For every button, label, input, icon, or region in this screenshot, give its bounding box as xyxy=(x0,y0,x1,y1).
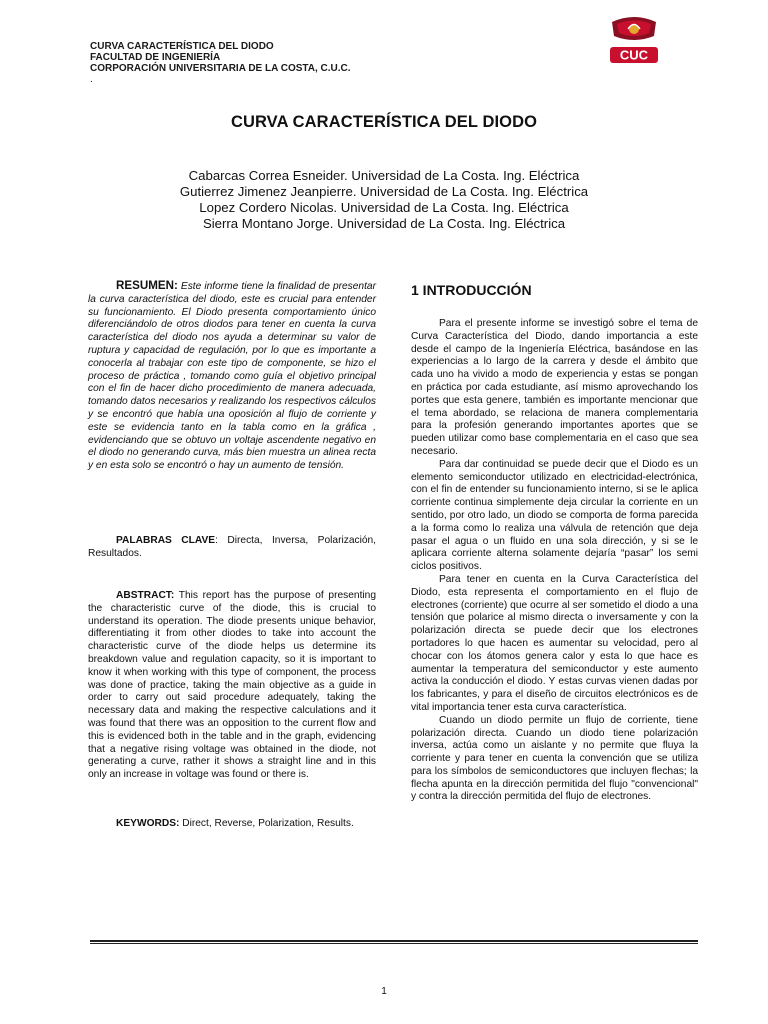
author-2: Gutierrez Jimenez Jeanpierre. Universidad de La Costa. Ing. Eléctrica xyxy=(179,184,589,199)
intro-paragraph-1: Para el presente informe se investigó sobre el tema de Curva Característica del Diodo, dando importancia a este desde el campo de la Ingeniería Eléctrica, basándose en las experiencias a lo largo de la carrera y desde el ámbito que cada uno ha vivido a modo de experiencia y estas se pongan en práctica por cada estudiante, así mismo aprovechando los portes que esta genere, también es importante mencionar que el tema abordado, se relaciona de manera complementaria para la profesión generando importantes aportes que se pueden utilizar como base complementaria en el caso que sea necesario. xyxy=(411,318,698,457)
header-line-2: FACULTAD DE INGENIERÍA xyxy=(90,52,221,63)
header-line-1: CURVA CARACTERÍSTICA DEL DIODO xyxy=(90,41,274,52)
keywords-text: Direct, Reverse, Polarization, Results. xyxy=(179,818,354,829)
page-number: 1 xyxy=(381,986,387,997)
abstract-section xyxy=(88,590,376,782)
resumen-text: Este informe tiene la finalidad de presentar la curva característica del diodo, este es crucial para entender su funcionamiento. El Diodo presenta comportamiento único diferenciándolo de otros diodos para tener en cuenta la curva característica del diodo nos ayuda a determinar su valor de ruptura y capacidad de regulación, por lo que es importante a conocerla al trabajar con este tipo de componente, se hizo el proceso de práctica , tomando como guía el objetivo principal con el fin de hacer dicho procedimiento de manera adecuada, tomando datos necesarios y realizando los respectivos cálculos y se encontró que había una oposición al flujo de corriente y este se evidencia tanto en la tabla como en la gráfica , evidenciando que se obtuvo un voltaje ascendente negativo en el diodo no generando curva, más bien muestra un alinea recta y en esta solo se encontró o hay un aumento de tensión. xyxy=(88,281,376,472)
section-heading-introduccion: 1 INTRODUCCIÓN xyxy=(411,282,532,298)
palabras-clave-label: PALABRAS CLAVE xyxy=(116,535,216,546)
keywords-label: KEYWORDS: xyxy=(116,818,180,829)
header-line-4: . xyxy=(90,74,93,85)
resumen-section xyxy=(88,280,376,473)
footer-rule xyxy=(90,940,698,944)
palabras-clave-text: : Directa, Inversa, Polarización, Resultados. xyxy=(88,535,376,559)
paper-title: CURVA CARACTERÍSTICA DEL DIODO xyxy=(230,113,538,131)
author-list xyxy=(0,168,768,232)
author-1: Cabarcas Correa Esneider. Universidad de La Costa. Ing. Eléctrica xyxy=(188,168,580,183)
cuc-logo xyxy=(604,14,664,66)
resumen-label: RESUMEN: xyxy=(116,279,178,292)
header-line-3: CORPORACIÓN UNIVERSITARIA DE LA COSTA, C.U.C. xyxy=(90,63,351,74)
keywords-section xyxy=(88,818,376,831)
abstract-text: This report has the purpose of presenting the characteristic curve of the diode, this is crucial to understand its operation. The diode presents unique behavior, differentiating it from other diodes to take into account the characteristic curve of the diode helps us determine its breakdown value and regulation capacity, so it is important to know it when working with this type of component, the process was done of practice, taking the main objective as a guide in order to carry out said procedure adequately, taking the necessary data and making the respective calculations and it was found that there was an opposition to the current flow and this is evidenced both in the table and in the graph, evidencing that a negative rising voltage was obtained in the diode, not generating a curve, rather it shows a straight line and in this only an increase in voltage was found or there is. xyxy=(88,590,376,781)
introduccion-body xyxy=(411,318,698,804)
intro-paragraph-2: Para dar continuidad se puede decir que el Diodo es un elemento semiconductor utilizado en electricidad-electrónica, con el fin de entender su funcionamiento interno, si se le aplica corriente continua simplemente deja circular la corriente en un sentido, por otro lado, un diodo se comporta de forma parecida a la forma como lo realiza una válvula de retención que deja pasar el agua o un fluido en una sola dirección, y si se le aplicara corriente alterna solamente dejaría “pasar” los semi ciclos positivos. xyxy=(411,458,698,573)
palabras-clave-section xyxy=(88,535,376,561)
abstract-label: ABSTRACT: xyxy=(116,590,175,601)
running-header xyxy=(90,41,351,85)
author-4: Sierra Montano Jorge. Universidad de La Costa. Ing. Eléctrica xyxy=(202,216,566,231)
author-3: Lopez Cordero Nicolas. Universidad de La Costa. Ing. Eléctrica xyxy=(199,200,569,215)
logo-text: CUC xyxy=(619,47,649,63)
intro-paragraph-4: Cuando un diodo permite un flujo de corriente, tiene polarización directa. Cuando un diodo tiene polarización inversa, actúa como un aislante y no permite que fluya la corriente y para tener en cuenta la convención que se utiliza para los símbolos de semiconductores que incluyen flechas; la flecha apunta en la dirección permitida del flujo "convencional" y contra la dirección permitida del flujo de electrones. xyxy=(411,714,698,803)
intro-paragraph-3: Para tener en cuenta en la Curva Característica del Diodo, esta representa el comportamiento en el flujo de electrones (corriente) que ocurre al ser sometido el diodo a una tensión que polarice al mismo directa o inversamente y con la polarización directa se puede decir que los electrones portadores lo que hacen es aumentar su velocidad, pero al chocar con los átomos genera calor y esta lo que hace es aumentar la temperatura del semiconductor y este aumento activa la conducción el diodo. Y estas curvas vienen dadas por los fabricantes, y para el diseño de circuitos electrónicos es de vital importancia tener esta curva característica. xyxy=(411,573,698,713)
